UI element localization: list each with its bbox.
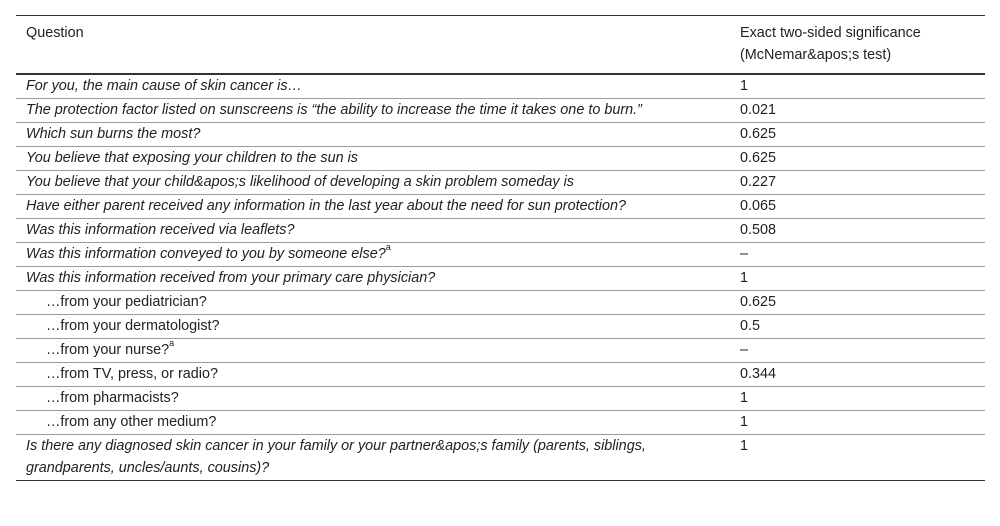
results-table-container (16, 15, 985, 481)
significance-cell: 1 (740, 390, 749, 406)
significance-cell: 0.5 (740, 318, 761, 334)
question-cell: You believe that your child&apos;s likelihood of developing a skin problem someday is (26, 174, 574, 190)
significance-cell: 0.065 (740, 198, 777, 214)
question-cell: …from TV, press, or radio? (46, 366, 218, 382)
significance-cell: 1 (740, 270, 749, 286)
significance-cell: 0.021 (740, 102, 777, 118)
significance-cell: 0.625 (740, 294, 777, 310)
table-header-row (16, 16, 985, 75)
table-row (16, 195, 985, 219)
table-row (16, 267, 985, 291)
table-row (16, 387, 985, 411)
question-cell: …from pharmacists? (46, 390, 179, 406)
table-row (16, 74, 985, 99)
significance-cell: – (740, 342, 749, 358)
significance-cell: 0.508 (740, 222, 777, 238)
results-table (16, 15, 985, 481)
question-cell: Was this information conveyed to you by someone else?$^a$ (26, 242, 391, 262)
significance-cell: 1 (740, 414, 749, 430)
question-cell: …from your dermatologist? (46, 318, 220, 334)
question-cell: …from any other medium? (46, 414, 217, 430)
significance-cell: 0.625 (740, 150, 777, 166)
question-cell: Which sun burns the most? (26, 126, 201, 142)
table-row (16, 123, 985, 147)
question-cell: For you, the main cause of skin cancer is… (26, 78, 302, 94)
question-cell: …from your nurse?$^a$ (46, 338, 175, 358)
question-cell: Was this information received via leaflets? (26, 222, 295, 238)
table-row (16, 435, 985, 481)
header-question: Question (26, 25, 84, 41)
header-significance: Exact two-sided significance (McNemar&apos;s test) (740, 25, 921, 63)
table-row (16, 219, 985, 243)
footnote-marker: a (169, 338, 175, 349)
table-row (16, 411, 985, 435)
significance-cell: 1 (740, 438, 749, 454)
significance-cell: 1 (740, 78, 749, 94)
question-cell: Was this information received from your primary care physician? (26, 270, 436, 286)
table-row (16, 171, 985, 195)
table-row (16, 363, 985, 387)
significance-cell: 0.625 (740, 126, 777, 142)
table-row (16, 99, 985, 123)
table-row (16, 147, 985, 171)
question-cell: The protection factor listed on sunscreens is “the ability to increase the time it takes one to burn.” (26, 102, 642, 118)
significance-cell: 0.344 (740, 366, 777, 382)
significance-cell: – (740, 246, 749, 262)
question-cell: …from your pediatrician? (46, 294, 207, 310)
table-row (16, 315, 985, 339)
table-row (16, 291, 985, 315)
significance-cell: 0.227 (740, 174, 777, 190)
question-cell: Have either parent received any information in the last year about the need for sun protection? (26, 198, 626, 214)
table-row (16, 243, 985, 267)
question-cell: You believe that exposing your children to the sun is (26, 150, 358, 166)
footnote-marker: a (385, 242, 391, 253)
table-row (16, 339, 985, 363)
question-cell: Is there any diagnosed skin cancer in your family or your partner&apos;s family (parents, siblings, grandparents, uncles/aunts, cousins)? (26, 438, 646, 476)
